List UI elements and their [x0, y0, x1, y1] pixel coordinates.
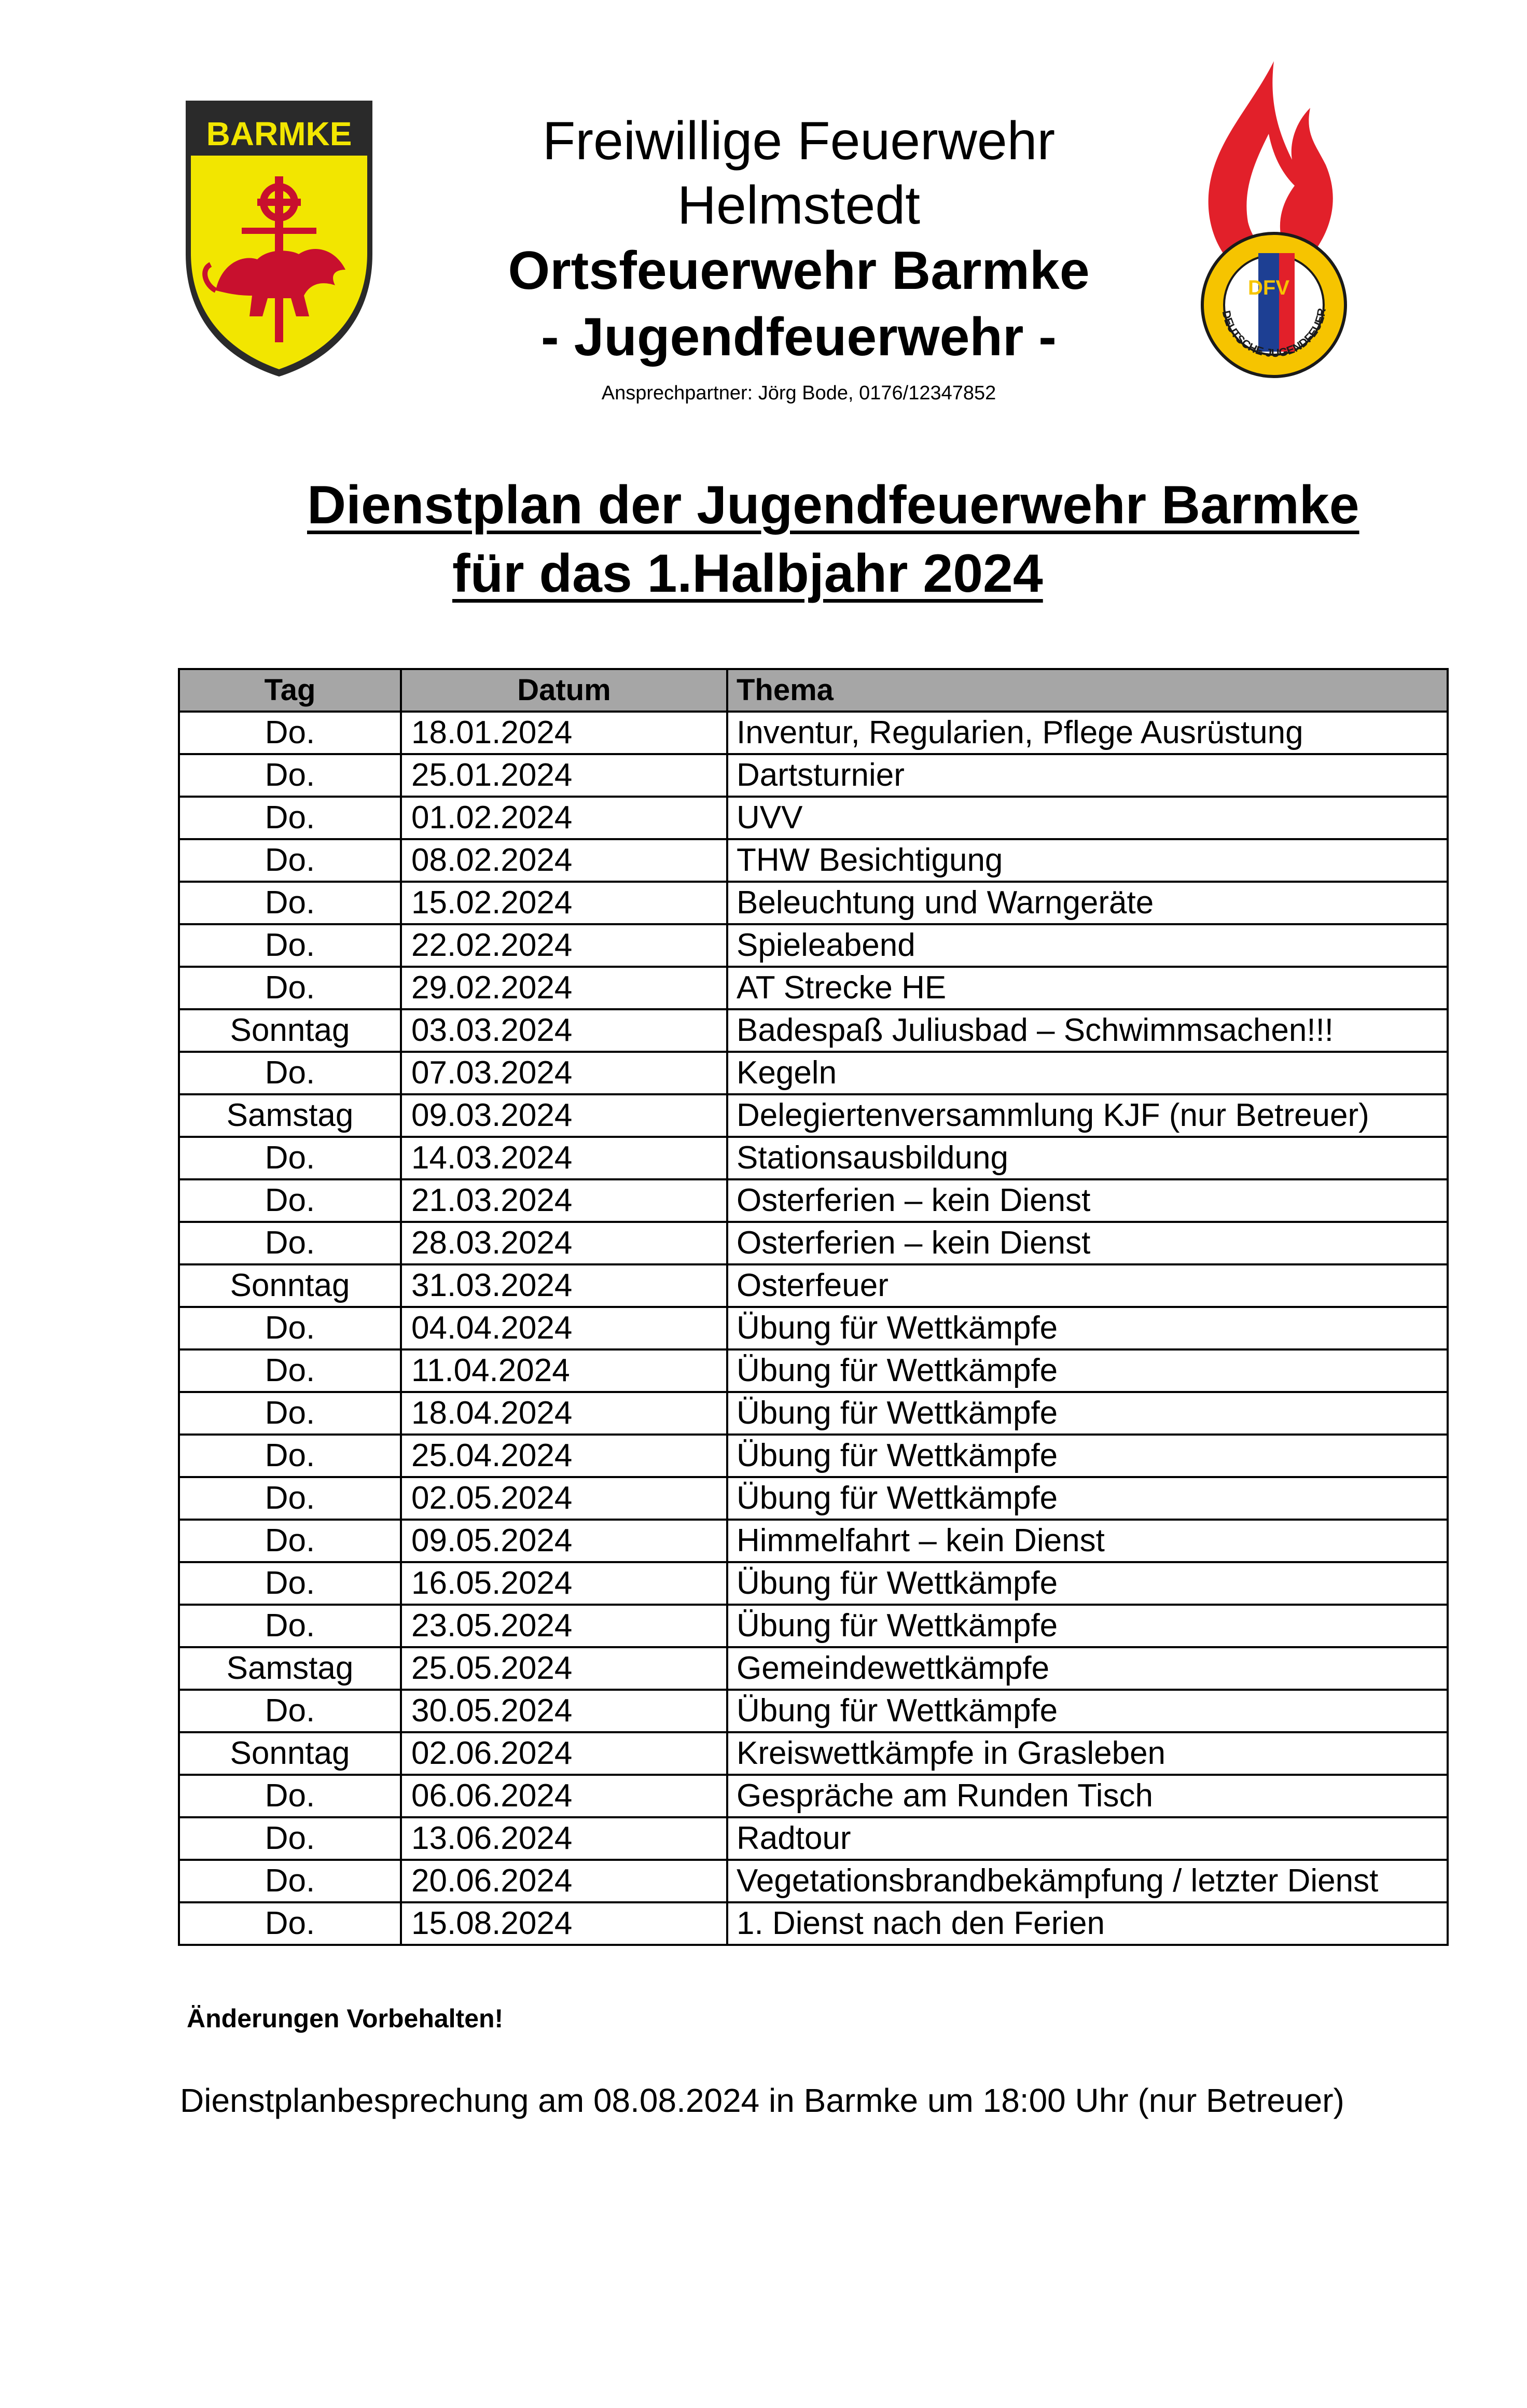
table-row — [179, 967, 1448, 1009]
table-row — [179, 1009, 1448, 1052]
cell-thema: Osterferien – kein Dienst — [727, 1222, 1448, 1264]
cell-thema: Übung für Wettkämpfe — [727, 1349, 1448, 1392]
cell-thema: Kreiswettkämpfe in Grasleben — [727, 1732, 1448, 1775]
cell-tag: Sonntag — [179, 1264, 401, 1307]
changes-reserved-note: Änderungen Vorbehalten! — [187, 2004, 504, 2033]
organization-line: Freiwillige Feuerwehr — [542, 111, 1056, 171]
cell-thema: Übung für Wettkämpfe — [727, 1307, 1448, 1349]
cell-tag: Do. — [179, 754, 401, 797]
dfv-letters-text: DFV — [1248, 276, 1289, 299]
cell-datum: 20.06.2024 — [401, 1860, 727, 1902]
table-row — [179, 839, 1448, 882]
cell-tag: Do. — [179, 1307, 401, 1349]
cell-datum: 04.04.2024 — [401, 1307, 727, 1349]
cell-thema: Inventur, Regularien, Pflege Ausrüstung — [727, 712, 1448, 754]
cell-thema: AT Strecke HE — [727, 967, 1448, 1009]
cell-tag: Do. — [179, 967, 401, 1009]
table-row — [179, 882, 1448, 924]
cell-tag: Do. — [179, 924, 401, 967]
table-row — [179, 1775, 1448, 1817]
flame-emblem-icon — [1191, 56, 1349, 382]
cell-tag: Do. — [179, 712, 401, 754]
table-row — [179, 1690, 1448, 1732]
cell-tag: Do. — [179, 1179, 401, 1222]
column-header-thema: Thema — [727, 669, 1448, 712]
cell-thema: Übung für Wettkämpfe — [727, 1562, 1448, 1605]
cell-tag: Do. — [179, 1349, 401, 1392]
table-row — [179, 1094, 1448, 1137]
table-row — [179, 1562, 1448, 1605]
cell-datum: 02.06.2024 — [401, 1732, 727, 1775]
cell-tag: Do. — [179, 1860, 401, 1902]
cell-tag: Do. — [179, 1477, 401, 1520]
schedule-table-body — [179, 712, 1448, 1945]
cell-datum: 02.05.2024 — [401, 1477, 727, 1520]
cell-thema: Übung für Wettkämpfe — [727, 1605, 1448, 1647]
table-row — [179, 1605, 1448, 1647]
cell-tag: Do. — [179, 1562, 401, 1605]
cell-tag: Do. — [179, 1817, 401, 1860]
deutsche-jugendfeuerwehr-logo — [1191, 56, 1349, 382]
letterhead — [482, 109, 1115, 409]
table-row — [179, 1435, 1448, 1477]
cell-datum: 13.06.2024 — [401, 1817, 727, 1860]
cell-tag: Do. — [179, 1052, 401, 1094]
cell-tag: Do. — [179, 1520, 401, 1562]
cell-tag: Do. — [179, 1137, 401, 1179]
local-unit-line: Ortsfeuerwehr Barmke — [508, 241, 1090, 301]
cell-datum: 23.05.2024 — [401, 1605, 727, 1647]
cell-thema: Beleuchtung und Warngeräte — [727, 882, 1448, 924]
cell-thema: THW Besichtigung — [727, 839, 1448, 882]
planning-meeting-note: Dienstplanbesprechung am 08.08.2024 in Barmke um 18:00 Uhr (nur Betreuer) — [180, 2082, 1344, 2119]
table-row — [179, 1307, 1448, 1349]
cell-thema: Dartsturnier — [727, 754, 1448, 797]
cell-datum: 25.01.2024 — [401, 754, 727, 797]
cell-datum: 11.04.2024 — [401, 1349, 727, 1392]
cell-datum: 08.02.2024 — [401, 839, 727, 882]
table-row — [179, 1732, 1448, 1775]
column-header-datum: Datum — [401, 669, 727, 712]
cell-datum: 15.08.2024 — [401, 1902, 727, 1945]
cell-tag: Do. — [179, 839, 401, 882]
cell-datum: 30.05.2024 — [401, 1690, 727, 1732]
cell-tag: Do. — [179, 1435, 401, 1477]
table-row — [179, 1222, 1448, 1264]
city-line: Helmstedt — [677, 175, 921, 235]
cell-thema: Osterfeuer — [727, 1264, 1448, 1307]
cell-tag: Samstag — [179, 1094, 401, 1137]
table-row — [179, 1137, 1448, 1179]
cell-thema: Übung für Wettkämpfe — [727, 1392, 1448, 1435]
cell-tag: Do. — [179, 882, 401, 924]
cell-datum: 07.03.2024 — [401, 1052, 727, 1094]
cell-thema: Spieleabend — [727, 924, 1448, 967]
cell-datum: 16.05.2024 — [401, 1562, 727, 1605]
table-row — [179, 1860, 1448, 1902]
cell-datum: 31.03.2024 — [401, 1264, 727, 1307]
table-row — [179, 754, 1448, 797]
cell-tag: Do. — [179, 1605, 401, 1647]
table-row — [179, 1477, 1448, 1520]
table-row — [179, 1647, 1448, 1690]
cell-datum: 21.03.2024 — [401, 1179, 727, 1222]
table-row — [179, 1349, 1448, 1392]
cell-thema: Gespräche am Runden Tisch — [727, 1775, 1448, 1817]
cell-datum: 06.06.2024 — [401, 1775, 727, 1817]
cell-thema: Übung für Wettkämpfe — [727, 1435, 1448, 1477]
cell-tag: Sonntag — [179, 1009, 401, 1052]
table-row — [179, 1520, 1448, 1562]
cell-datum: 28.03.2024 — [401, 1222, 727, 1264]
cell-tag: Do. — [179, 1392, 401, 1435]
schedule-table — [178, 668, 1449, 1946]
cell-thema: Gemeindewettkämpfe — [727, 1647, 1448, 1690]
cell-tag: Do. — [179, 1775, 401, 1817]
cell-datum: 22.02.2024 — [401, 924, 727, 967]
cell-thema: Delegiertenversammlung KJF (nur Betreuer) — [727, 1094, 1448, 1137]
contact-line: Ansprechpartner: Jörg Bode, 0176/12347852 — [601, 382, 996, 404]
table-row — [179, 797, 1448, 839]
cell-tag: Do. — [179, 797, 401, 839]
cell-datum: 14.03.2024 — [401, 1137, 727, 1179]
table-row — [179, 1817, 1448, 1860]
table-row — [179, 1902, 1448, 1945]
table-row — [179, 924, 1448, 967]
cell-datum: 29.02.2024 — [401, 967, 727, 1009]
cell-thema: Himmelfahrt – kein Dienst — [727, 1520, 1448, 1562]
cell-thema: Vegetationsbrandbekämpfung / letzter Dienst — [727, 1860, 1448, 1902]
cell-datum: 01.02.2024 — [401, 797, 727, 839]
table-row — [179, 1052, 1448, 1094]
youth-unit-line: - Jugendfeuerwehr - — [541, 307, 1057, 367]
table-row — [179, 1392, 1448, 1435]
table-row — [179, 1179, 1448, 1222]
cell-tag: Do. — [179, 1690, 401, 1732]
cell-thema: Radtour — [727, 1817, 1448, 1860]
column-header-tag: Tag — [179, 669, 401, 712]
cell-datum: 18.04.2024 — [401, 1392, 727, 1435]
cell-thema: Badespaß Juliusbad – Schwimmsachen!!! — [727, 1009, 1448, 1052]
cell-tag: Do. — [179, 1902, 401, 1945]
ring-text: DEUTSCHE JUGENDFEUER — [1219, 307, 1328, 360]
table-row — [179, 712, 1448, 754]
shield-banner-text: BARMKE — [206, 115, 352, 152]
barmke-shield-icon — [179, 99, 379, 379]
table-row — [179, 1264, 1448, 1307]
cell-datum: 25.04.2024 — [401, 1435, 727, 1477]
cell-datum: 09.03.2024 — [401, 1094, 727, 1137]
cell-thema: UVV — [727, 797, 1448, 839]
cell-tag: Sonntag — [179, 1732, 401, 1775]
cell-datum: 09.05.2024 — [401, 1520, 727, 1562]
cell-datum: 15.02.2024 — [401, 882, 727, 924]
cell-thema: Stationsausbildung — [727, 1137, 1448, 1179]
cell-tag: Samstag — [179, 1647, 401, 1690]
table-header-row — [179, 669, 1448, 712]
cell-datum: 18.01.2024 — [401, 712, 727, 754]
cell-datum: 03.03.2024 — [401, 1009, 727, 1052]
cell-thema: Übung für Wettkämpfe — [727, 1477, 1448, 1520]
cell-thema: Übung für Wettkämpfe — [727, 1690, 1448, 1732]
cell-thema: 1. Dienst nach den Ferien — [727, 1902, 1448, 1945]
cell-datum: 25.05.2024 — [401, 1647, 727, 1690]
cell-tag: Do. — [179, 1222, 401, 1264]
cell-thema: Osterferien – kein Dienst — [727, 1179, 1448, 1222]
cell-thema: Kegeln — [727, 1052, 1448, 1094]
barmke-coat-of-arms-logo — [179, 99, 379, 379]
